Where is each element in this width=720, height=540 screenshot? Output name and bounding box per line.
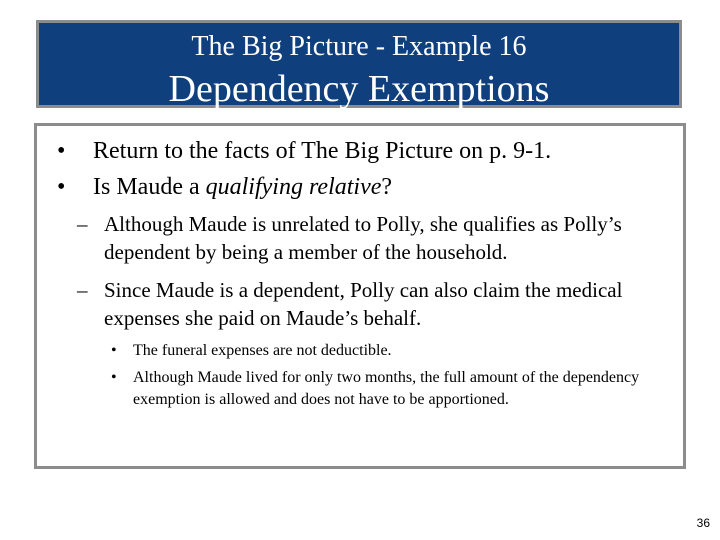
bullet-text-start: Is Maude a [93, 174, 206, 200]
sub-bullet-marker: – [77, 212, 88, 236]
bullet-text: Return to the facts of The Big Picture on p. 9-1. [93, 138, 552, 164]
sub-sub-bullet-marker: • [111, 369, 117, 386]
sub-sub-bullet-marker: • [111, 342, 117, 359]
bullet-text-end: ? [381, 174, 393, 200]
page-number: 36 [696, 516, 710, 530]
sub-bullet-marker: – [77, 278, 88, 302]
sub-sub-bullet-text: Although Maude lived for only two months, the full amount of the dependency exemption is allowed and does not have to be apportioned. [133, 369, 640, 408]
bullet-marker: • [57, 174, 66, 200]
sub-bullet-text: Since Maude is a dependent, Polly can also claim the medical expenses she paid on Maude’s behalf. [104, 278, 623, 330]
sub-sub-bullet-text: The funeral expenses are not deductible. [133, 342, 392, 359]
bullet-marker: • [57, 138, 66, 164]
sub-bullet-text: Although Maude is unrelated to Polly, she qualifies as Polly’s dependent by being a member of the household. [104, 212, 622, 264]
bullet-text-italic: qualifying relative [205, 174, 382, 200]
slide-title: Dependency Exemptions [168, 68, 550, 110]
bullet-text [93, 172, 392, 202]
slide-title-box [36, 20, 682, 108]
slide-subtitle: The Big Picture - Example 16 [191, 31, 527, 62]
content-box [34, 123, 686, 469]
